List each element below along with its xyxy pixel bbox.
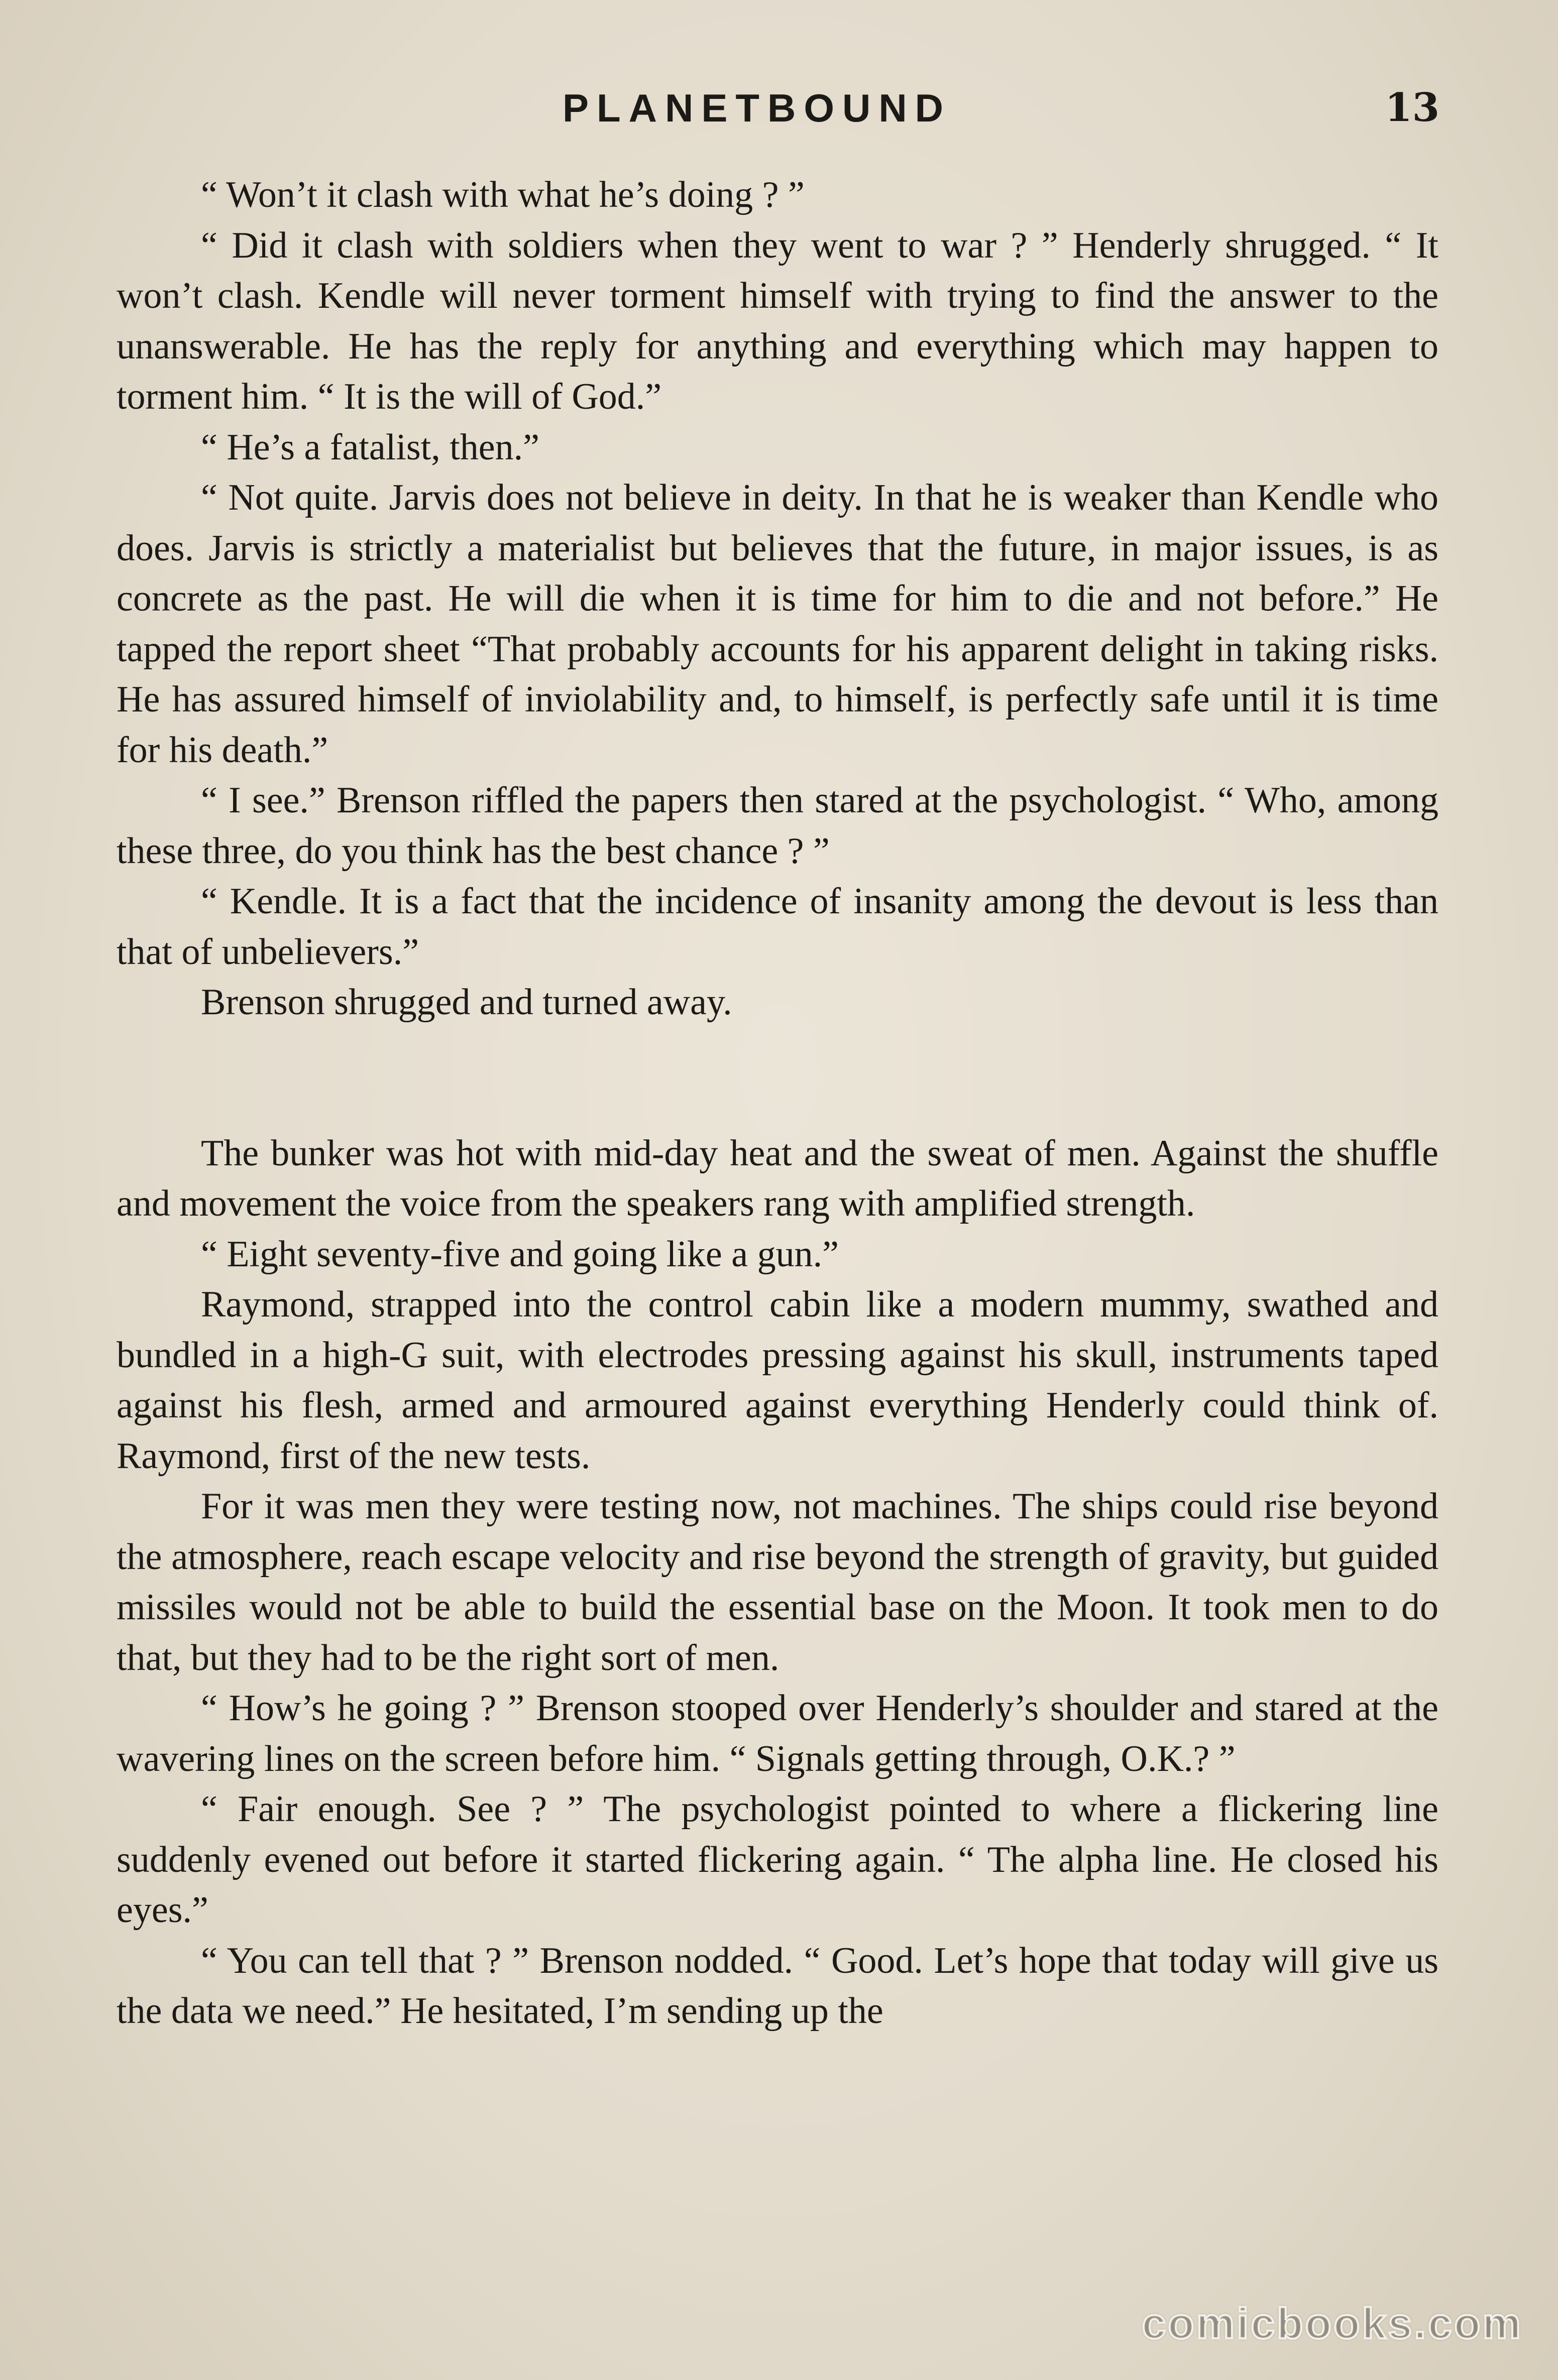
paragraph: Brenson shrugged and turned away. [201, 982, 732, 1023]
page-header [0, 80, 1558, 136]
paragraph: For it was men they were testing now, not machines. The ships could rise beyond the atmosphere, reach escape velocity and rise beyond the strength of gravity, but guided missiles would not be able to build the essential base on the Moon. It took men to do that, but they had to be the right sort of men. [117, 1486, 1438, 1679]
paragraph: “ Did it clash with soldiers when they went to war ? ” Henderly shrugged. “ It won’t clash. Kendle will never torment himself with trying to find the answer to the unanswerable. He has the reply for anything and everything which may happen to torment him. “ It is the will of God.” [117, 224, 1438, 417]
running-head: PLANETBOUND [563, 86, 951, 130]
body-text [117, 170, 1438, 2037]
paragraph: “ Kendle. It is a fact that the incidence of insanity among the devout is less than that of unbelievers.” [117, 881, 1438, 973]
paragraph: “ Won’t it clash with what he’s doing ? ” [201, 174, 805, 215]
paragraph: “ Eight seventy-five and going like a gun.” [201, 1233, 839, 1275]
paragraph: “ Not quite. Jarvis does not believe in deity. In that he is weaker than Kendle who does. Jarvis is strictly a materialist but believes that the future, in major issues, is as concrete as the past. He will die when it is time for him to die and not before.” He tapped the report sheet “That probably accounts for his apparent delight in taking risks. He has assured himself of inviolability and, to himself, is perfectly safe until it is time for his death.” [117, 477, 1438, 771]
paragraph: The bunker was hot with mid-day heat and the sweat of men. Against the shuffle and movement the voice from the speakers rang with amplified strength. [117, 1132, 1438, 1224]
section-break [117, 1028, 1438, 1128]
paragraph: “ How’s he going ? ” Brenson stooped over Henderly’s shoulder and stared at the wavering lines on the screen before him. “ Signals getting through, O.K.? ” [117, 1688, 1438, 1779]
paragraph: “ He’s a fatalist, then.” [201, 426, 539, 468]
paragraph: “ Fair enough. See ? ” The psychologist pointed to where a flickering line suddenly evened out before it started flickering again. “ The alpha line. He closed his eyes.” [117, 1789, 1438, 1931]
paragraph: Raymond, strapped into the control cabin like a modern mummy, swathed and bundled in a high-G suit, with electrodes pressing against his skull, instruments taped against his flesh, armed and armoured against everything Henderly could think of. Raymond, first of the new tests. [117, 1284, 1438, 1477]
paragraph: “ I see.” Brenson riffled the papers then stared at the psychologist. “ Who, among these three, do you think has the best chance ? ” [117, 780, 1438, 872]
watermark: comicbooks.com [1142, 2300, 1523, 2348]
paragraph: “ You can tell that ? ” Brenson nodded. “ Good. Let’s hope that today will give us the data we need.” He hesitated, I’m sending up the [117, 1940, 1438, 2032]
page-number: 13 [1385, 85, 1439, 131]
